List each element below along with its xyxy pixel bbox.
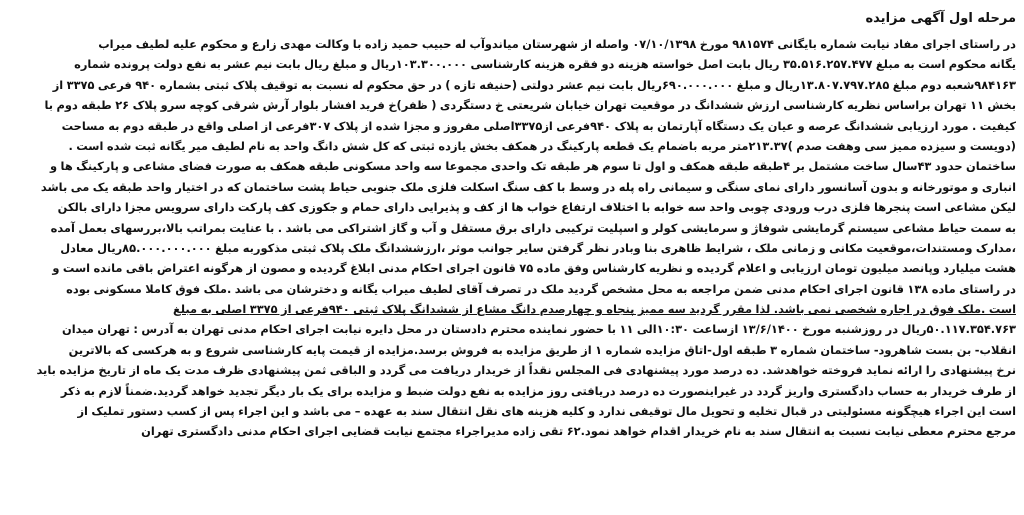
notice-line-19: است این اجراء هیچگونه مسئولیتی در قبال تخلیه و تحویل مال توقیفی ندارد و کلیه هزینه های نقل انتقال سند به عهده – می باشد و این اجراء پس از کسب دستور تملیک از: [77, 404, 1016, 419]
notice-line-20: مرجع محترم معطی نیابت نسبت به انتقال سند به نام خریدار اقدام خواهد نمود.۶۲ تقی زاده مدیراجراء مجتمع نیابت قضایی اجرای احکام مدنی دادگستری تهران: [141, 424, 1016, 439]
notice-line-1: در راستای اجرای مفاد نیابت شماره بایگانی ۹۸۱۵۷۴ مورخ ۰۷/۱۰/۱۳۹۸ واصله از شهرستان میاندوآب له حبیب حمید زاده با وکالت مهدی زارع و محکوم علیه لطیف میراب: [98, 37, 1016, 51]
notice-line-2: یگانه محکوم است به مبلغ ۳۵.۵۱۶.۲۵۷.۴۷۷ ریال بابت اصل خواسته هزینه دو فقره هزینه کارشناسی ۱۰۳.۳۰۰.۰۰۰ریال و مبلغ ریال بابت نیم عشر به نفع دولت پرونده شماره: [74, 57, 1016, 72]
notice-line-5: کیفیت . مورد ارزیابی ششدانگ عرصه و عیان یک دستگاه آپارتمان به پلاک ۹۴۰فرعی از۳۳۷۵اصلی مفروز و مجزا شده از پلاک ۳۰۷فرعی از اصلی واقع در طبقه دوم به مساحت: [61, 118, 1016, 133]
notice-line-9: لیکن مشاعی است پنجرها فلزی درب ورودی چوبی واحد سه خوابه با اختلاف ارتفاع خواب ها از کف و پذیرایی دارای حمام و جکوزی کف پارکت دارای سرویس مجزا دارای بالکن: [57, 200, 1016, 215]
notice-line-14: است .ملک فوق در اجاره شخصی نمی باشد. لذا مقرر گردید سه ممیز پنجاه و چهارصدم دانگ مشاع از ششدانگ پلاک ثبتی ۹۴۰فرعی از ۳۳۷۵ اصلی به مبلغ: [172, 302, 1016, 317]
notice-line-4: بخش ۱۱ تهران براساس نظریه کارشناسی ارزش ششدانگ در موقعیت تهران خیابان شریعتی خ دستگردی ( ظفر)خ فرید افشار بلوار آرش شرقی کوچه سرو پلاک ۲۶ طبقه دوم با: [44, 98, 1016, 113]
notice-line-13: در راستای ماده ۱۳۸ قانون اجرای احکام مدنی ضمن مراجعه به محل مشخص گردید ملک در تصرف آقای لطیف میراب یگانه و دخترشان می باشد .ملک فوق کاملا مسکونی بوده: [66, 281, 1016, 296]
notice-line-17: نرخ پیشنهادی را ارائه نماید فروخته خواهدشد. ده درصد مورد پیشنهادی فی المجلس نقداً از خریدار دریافت می گردد و الباقی ثمن پیشنهادی ظرف مدت یک ماه از تاریخ مزایده باید: [36, 363, 1016, 378]
notice-line-11: ،مدارک ومستندات،موقعیت مکانی و زمانی ملک ، شرایط ظاهری بنا وبادر نظر گرفتن سایر جوانب موثر ،ارزششدانگ ملک پلاک ثبتی مذکوربه مبلغ ۸۵.۰۰۰.۰۰۰.۰۰۰ریال معادل: [60, 240, 1016, 255]
notice-line-12: هشت میلیارد وپانصد میلیون تومان ارزیابی و اعلام گردیده و نظریه کارشناس وفق ماده ۷۵ قانون اجرای احکام مدنی ابلاغ گردیده و مصون از هرگونه اعتراض باقی مانده است و: [52, 261, 1016, 276]
notice-line-18: از طرف خریدار به حساب دادگستری واریز گردد در غیراینصورت ده درصد دریافتی روز مزایده به نفع دولت ضبط و مزایده برای یک بار دیگر تجدید خواهد گردید.ضمناً لازم به ذکر: [60, 383, 1016, 398]
notice-heading: مرحله اول آگهی مزایده: [865, 11, 1016, 26]
notice-line-8: انباری و موتورخانه و بدون آسانسور دارای نمای سنگی و سیمانی راه پله در وسط با کف سنگ اسکلت فلزی ملک جنوبی حیاط پشت ساختمان که در اختیار واحد طبقه یک می باشد: [40, 179, 1016, 194]
notice-line-10: به سمت حیاط مشاعی سیستم گرمایشی شوفاژ و سرمایشی کولر و اسپلیت ترکیبی دارای برق مستقل و آب و گاز اشتراکی می باشد . با عنایت بمراتب بالا،بررسهای بعمل آمده: [50, 220, 1016, 235]
notice-line-15: ۵۰.۱۱۷.۳۵۴.۷۶۳ریال در روزشنبه مورخ ۱۳/۶/۱۴۰۰ ازساعت ۱۰:۳۰الی ۱۱ با حضور نماینده محترم دادستان در محل دایره نیابت اجرای احکام مدنی تهران به آدرس : تهران میدان: [62, 322, 1016, 337]
notice-body: [8, 34, 1016, 442]
notice-line-7: ساختمان حدود ۴۳سال ساخت مشتمل بر ۴طبقه طبقه همکف و اول تا سوم هر طبقه تک واحدی مجموعا سه واحد مسکونی طبقه همکف به صورت فضای مشاعی و پارکینگ ها و: [50, 159, 1016, 174]
notice-line-16: انقلاب- بن بست شاهرود- ساختمان شماره ۳ طبقه اول-اتاق مزایده شماره ۱ از طریق مزایده به فروش برسد.مزایده از قیمت پایه کارشناسی شروع و به هرکسی که بالاترین: [68, 342, 1016, 357]
notice-line-3: ۹۸۴۱۶۳شعبه دوم مبلغ ۱۳.۸۰۷.۷۹۷.۲۸۵ریال و مبلغ ۶۹۰.۰۰۰.۰۰۰ریال بابت نیم عشر دولتی (حنیفه تازه ) در حق محکوم له نسبت به توقیف پلاک ثبتی بشماره ۹۴۰ فرعی ۳۳۷۵ از: [52, 77, 1016, 92]
notice-line-6: (دویست و سیزده ممیز سی وهفت صدم )۲۱۳.۳۷متر مربه باضمام یک قطعه پارکینگ در همکف بخش یازده ثبتی که کل شش دانگ واحد به نام لطیف میر یگانه ثبت شده است .: [68, 138, 1016, 153]
